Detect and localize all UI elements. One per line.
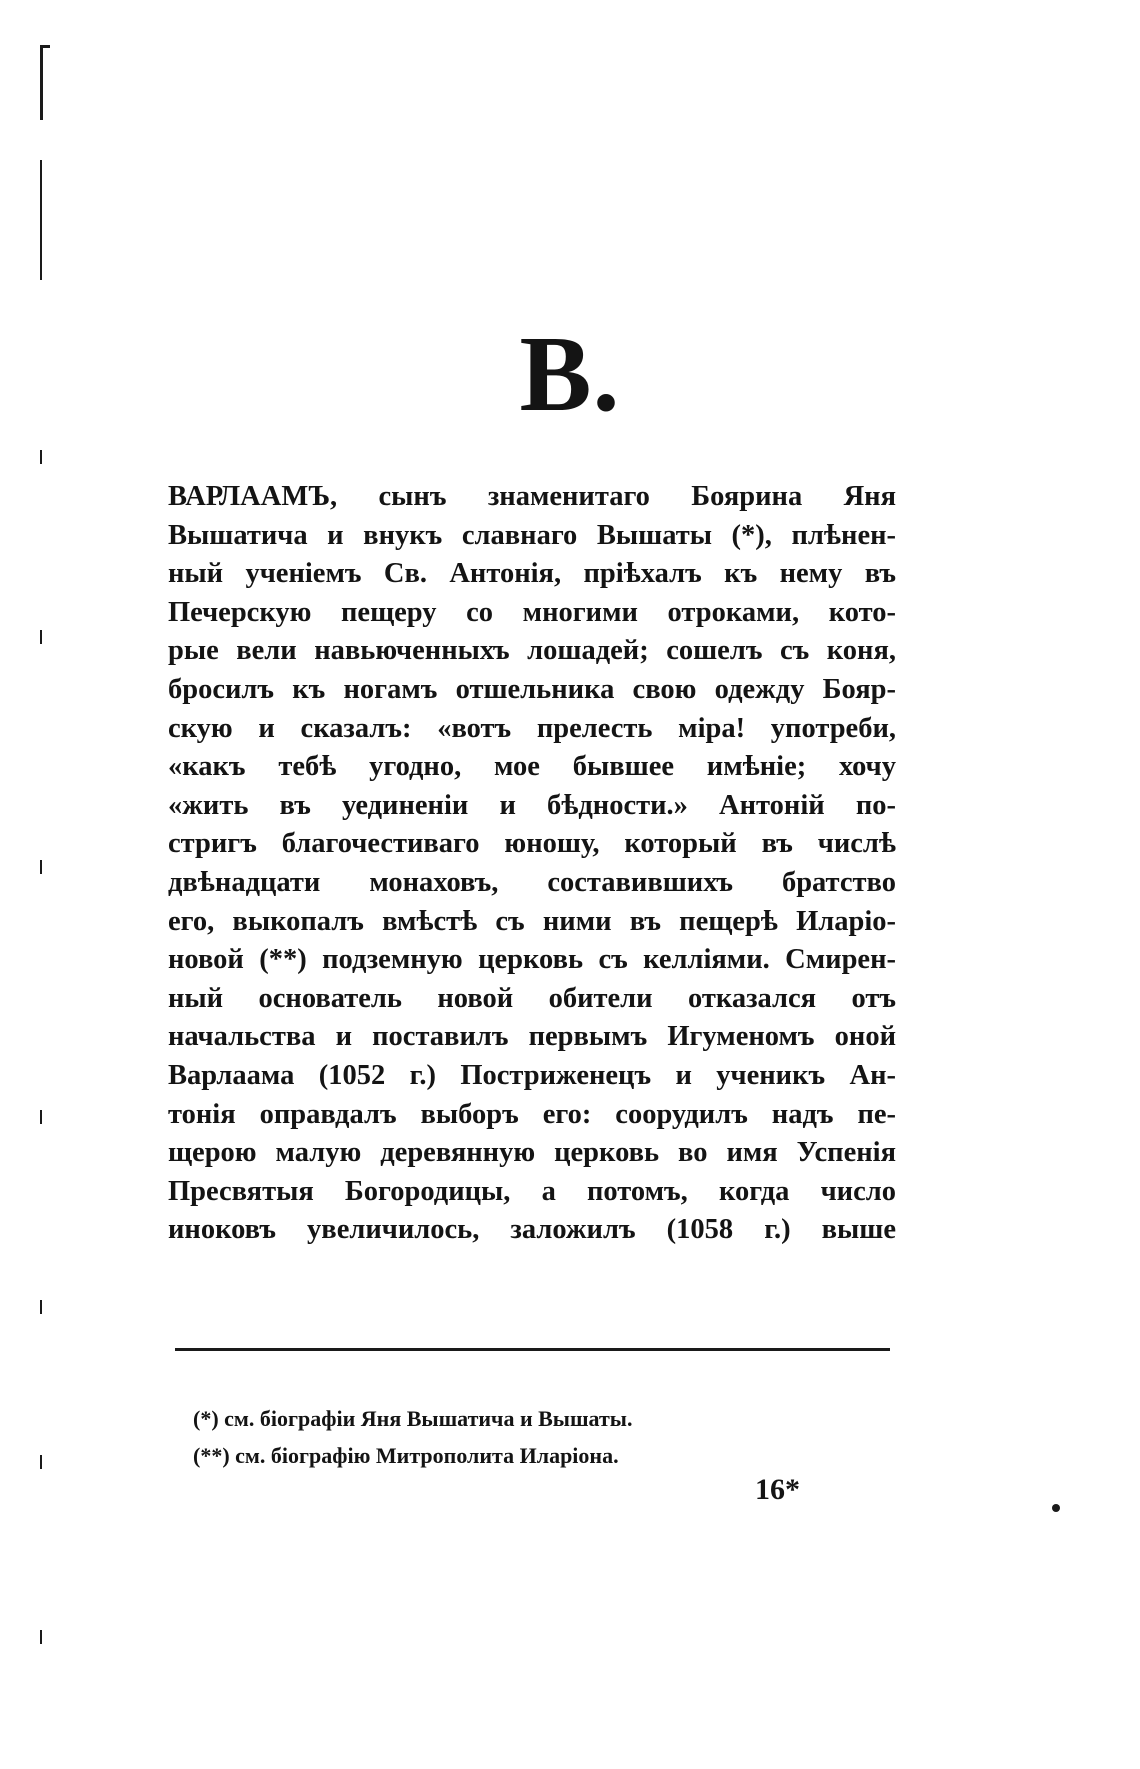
scan-speck [1052, 1504, 1060, 1512]
footnote-1: (*) см. біографіи Яня Вышатича и Вышаты. [193, 1406, 633, 1431]
scan-edge-mark [40, 450, 42, 464]
scan-edge-mark [40, 160, 42, 280]
footnote-2: (**) см. біографію Митрополита Иларіона. [193, 1443, 619, 1468]
section-letter-heading: В. [519, 315, 621, 434]
footnotes [193, 1400, 893, 1474]
body-line: ный ученіемъ Св. Антонія, пріѣхалъ къ нему въ [168, 558, 896, 590]
body-line: скую и сказалъ: «вотъ прелесть міра! употреби, [168, 712, 896, 744]
body-line: ный основатель новой обители отказался отъ [168, 982, 896, 1014]
body-line: двѣнадцати монаховъ, составившихъ братство [168, 866, 896, 898]
scan-edge-mark [40, 1630, 42, 1644]
body-paragraph [168, 478, 896, 1250]
scan-edge-mark [40, 860, 42, 874]
footnote-separator-rule [175, 1348, 890, 1351]
body-line: щерою малую деревянную церковь во имя Успенія [168, 1137, 896, 1169]
body-line: его, выкопалъ вмѣстѣ съ ними въ пещерѣ Иларіо- [168, 905, 896, 937]
body-line: новой (**) подземную церковь съ келліями. Смирен- [168, 944, 896, 976]
scan-edge-mark [40, 630, 42, 644]
body-line: Варлаама (1052 г.) Постриженецъ и ученикъ Ан- [168, 1059, 896, 1091]
body-line: Пресвятыя Богородицы, а потомъ, когда число [168, 1175, 896, 1207]
body-line: Вышатича и внукъ славнаго Вышаты (*), плѣнен- [168, 519, 896, 551]
body-line: стригъ благочестиваго юношу, который въ числѣ [168, 828, 896, 860]
body-line: иноковъ увеличилось, заложилъ (1058 г.) выше [168, 1214, 896, 1246]
body-line: ВАРЛААМЪ, сынъ знаменитаго Боярина Яня [168, 481, 896, 512]
body-line: Печерскую пещеру со многими отроками, кото- [168, 596, 896, 628]
body-line: рые вели навьюченныхъ лошадей; сошелъ съ коня, [168, 635, 896, 667]
body-line: бросилъ къ ногамъ отшельника свою одежду Бояр- [168, 673, 896, 705]
scan-edge-mark [40, 45, 50, 48]
body-line: «какъ тебѣ угодно, мое бывшее имѣніе; хочу [168, 751, 896, 783]
scan-edge-mark [40, 1455, 42, 1469]
scan-edge-mark [40, 1300, 42, 1314]
scan-edge-mark [40, 45, 43, 120]
scan-edge-mark [40, 1110, 42, 1124]
signature-mark: 16* [755, 1473, 800, 1506]
body-line: тонія оправдалъ выборъ его: соорудилъ надъ пе- [168, 1098, 896, 1130]
body-line: начальства и поставилъ первымъ Игуменомъ оной [168, 1021, 896, 1053]
body-line: «жить въ уединеніи и бѣдности.» Антоній по- [168, 789, 896, 821]
